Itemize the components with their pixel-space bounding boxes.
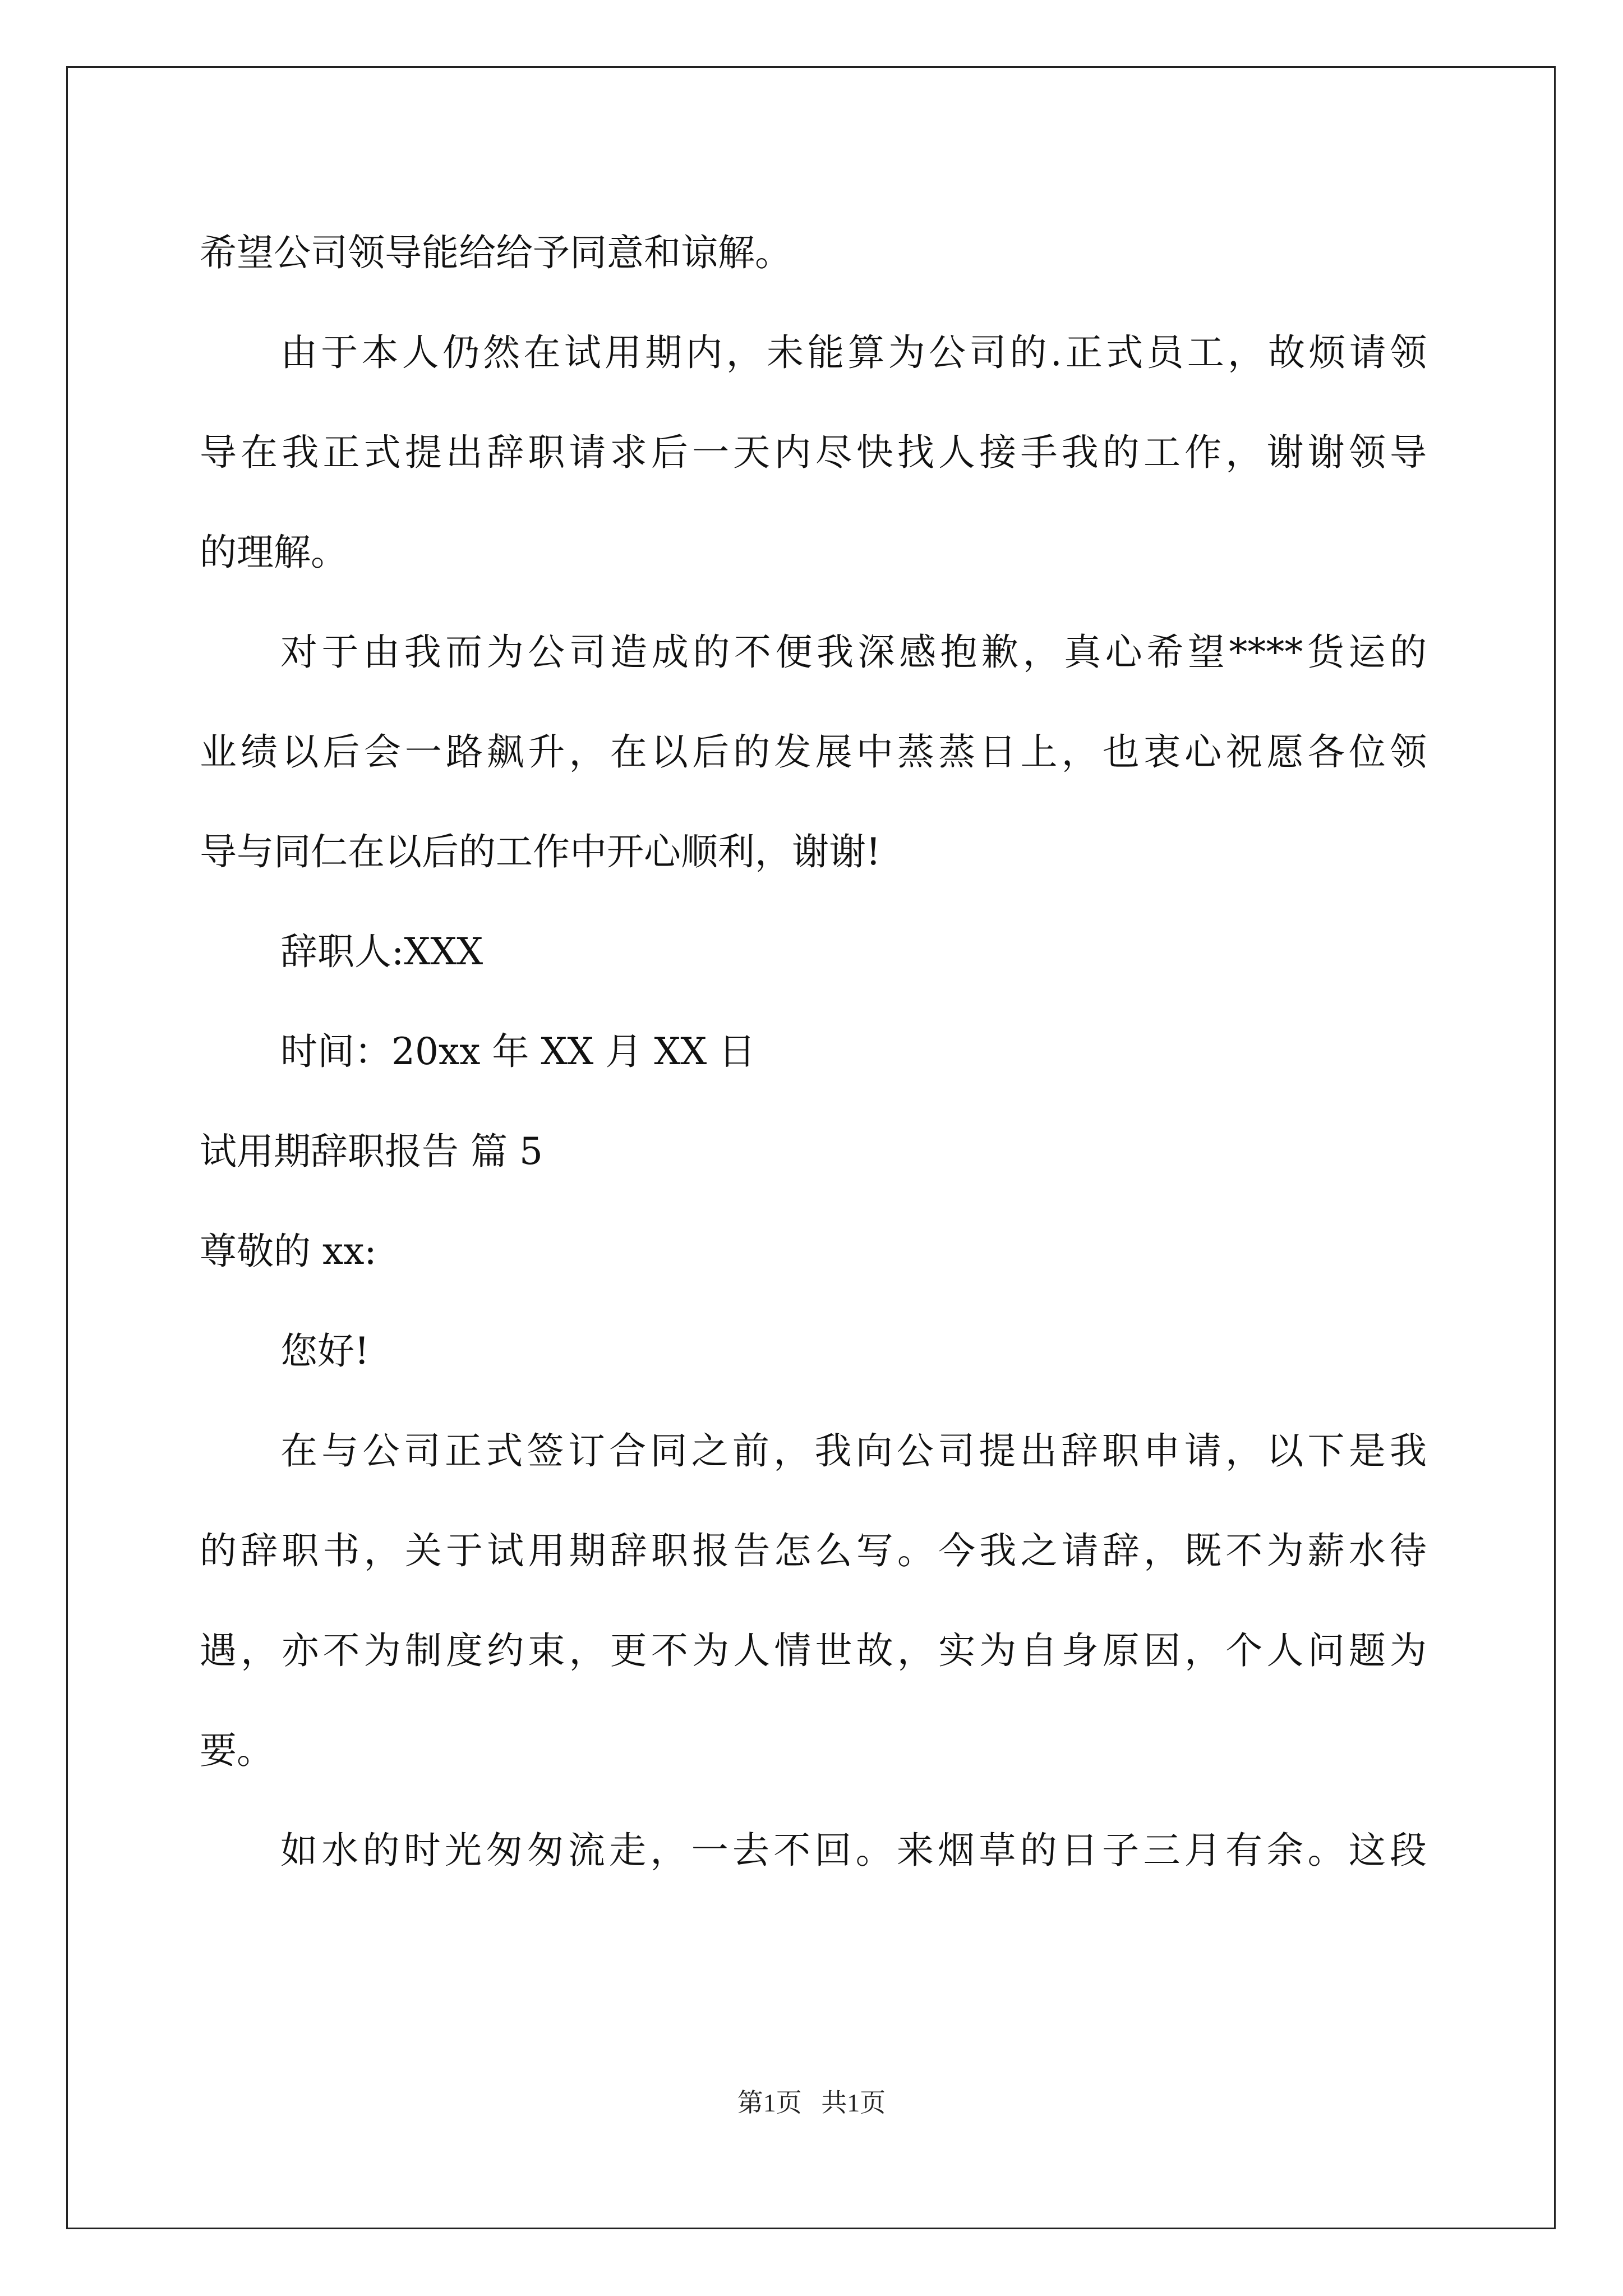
- paragraph-line: 希望公司领导能给给予同意和谅解。: [200, 231, 792, 274]
- paragraph-line: 业绩以后会一路飙升，在以后的发展中蒸蒸日上，也衷心祝愿各位领: [200, 730, 1427, 774]
- paragraph-line: 由于本人仍然在试用期内，未能算为公司的.正式员工，故烦请领: [280, 331, 1427, 374]
- date-line: 时间：20xx 年 XX 月 XX 日: [280, 1030, 756, 1073]
- page-number: 第1页 共1页: [737, 2088, 886, 2117]
- paragraph-line: 如水的时光匆匆流走，一去不回。来烟草的日子三月有余。这段: [280, 1829, 1427, 1872]
- paragraph-line: 遇，亦不为制度约束，更不为人情世故，实为自身原因，个人问题为: [200, 1629, 1427, 1672]
- greeting: 您好!: [280, 1329, 370, 1373]
- paragraph-line: 对于由我而为公司造成的不便我深感抱歉，真心希望****货运的: [280, 631, 1427, 674]
- paragraph-line: 导在我正式提出辞职请求后一天内尽快找人接手我的工作，谢谢领导: [200, 431, 1427, 474]
- paragraph-line: 要。: [200, 1729, 274, 1772]
- salutation: 尊敬的 xx:: [200, 1230, 377, 1273]
- paragraph-line: 在与公司正式签订合同之前，我向公司提出辞职申请，以下是我: [280, 1429, 1427, 1473]
- paragraph-line: 的辞职书，关于试用期辞职报告怎么写。今我之请辞，既不为薪水待: [200, 1529, 1427, 1572]
- section-heading: 试用期辞职报告 篇 5: [200, 1130, 543, 1173]
- paragraph-line: 导与同仁在以后的工作中开心顺利，谢谢!: [200, 830, 881, 873]
- paragraph-line: 的理解。: [200, 531, 348, 574]
- signatory-line: 辞职人:XXX: [280, 930, 483, 973]
- document-body: [200, 203, 1427, 1901]
